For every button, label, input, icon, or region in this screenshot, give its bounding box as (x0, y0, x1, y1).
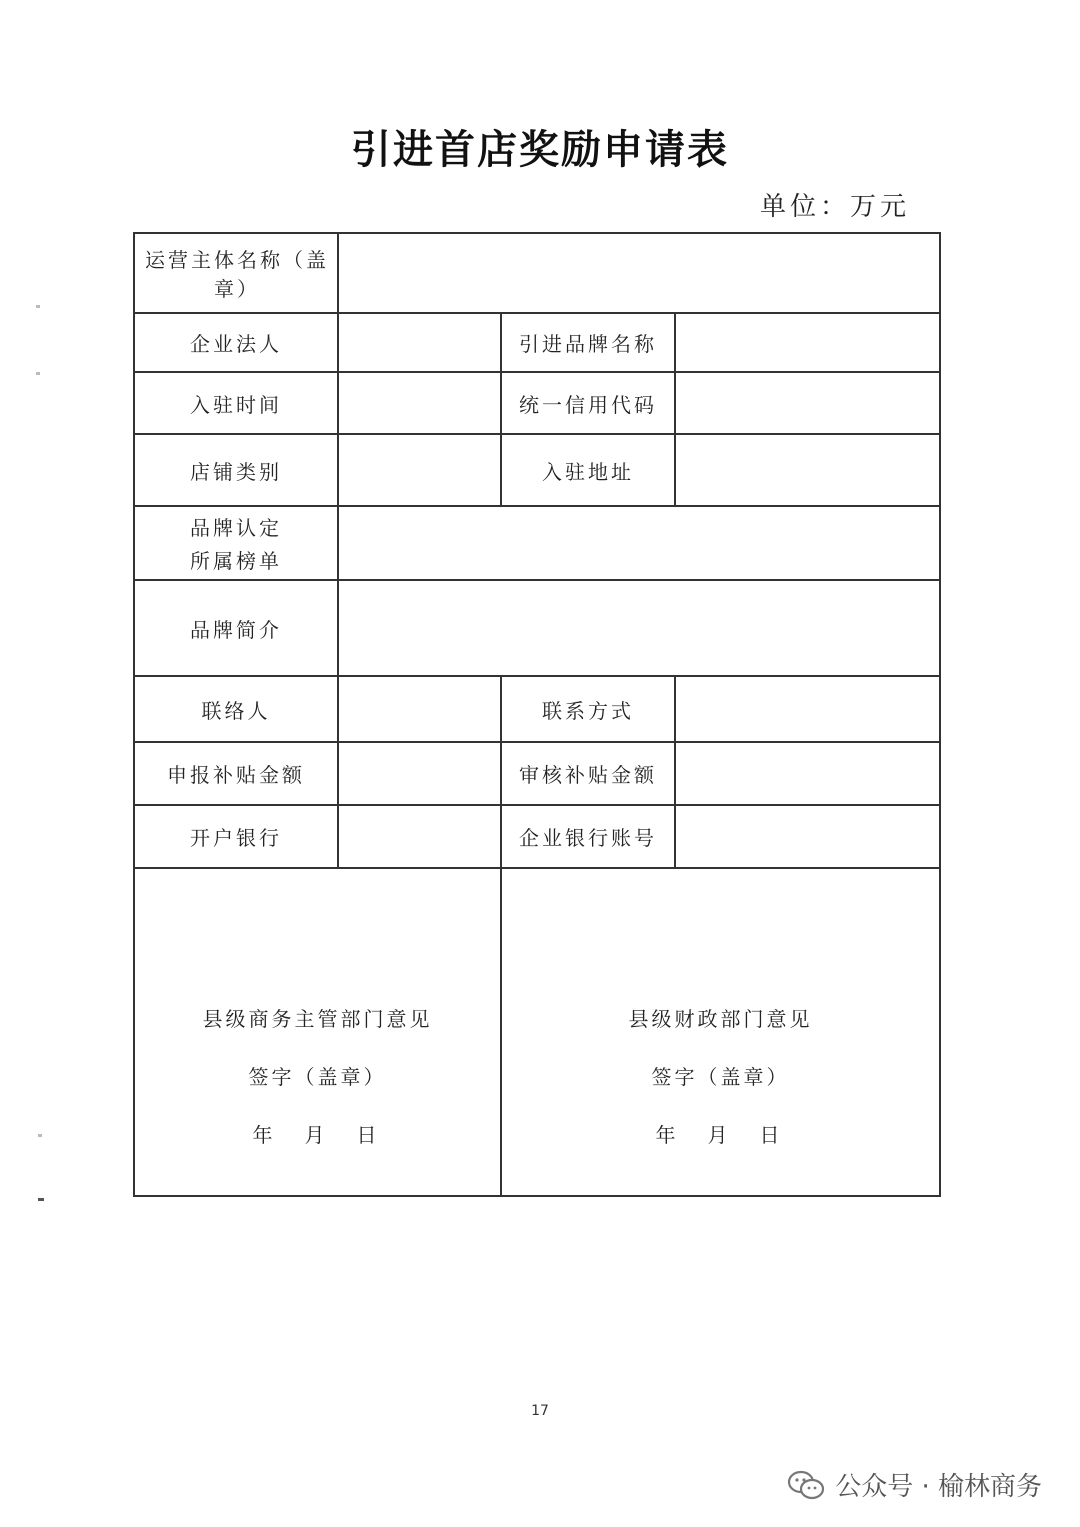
scan-artifact (38, 1134, 42, 1137)
form-row (134, 676, 940, 742)
brand-name-label: 引进品牌名称 (501, 313, 675, 372)
page-title: 引进首店奖励申请表 (351, 127, 729, 173)
declared-amount-label: 申报补贴金额 (134, 742, 338, 805)
watermark (787, 1466, 1042, 1503)
application-form (133, 232, 941, 1197)
approved-amount-label: 审核补贴金额 (501, 742, 675, 805)
page-number: 17 (531, 1403, 549, 1419)
form-row (134, 233, 940, 313)
wechat-icon (787, 1470, 825, 1500)
scan-artifact (36, 305, 40, 308)
commerce-opinion-box[interactable] (134, 868, 501, 1196)
opinion-row (134, 868, 940, 1196)
credit-code-label: 统一信用代码 (501, 372, 675, 434)
bank-account-label: 企业银行账号 (501, 805, 675, 868)
watermark-text: 公众号 · 榆林商务 (835, 1472, 1042, 1502)
contact-person-field[interactable] (338, 676, 501, 742)
form-row (134, 580, 940, 676)
credit-code-field[interactable] (675, 372, 940, 434)
store-type-label: 店铺类别 (134, 434, 338, 506)
brand-cert-label (134, 506, 338, 580)
entry-time-label: 入驻时间 (134, 372, 338, 434)
legal-person-label: 企业法人 (134, 313, 338, 372)
finance-opinion-title: 县级财政部门意见 (628, 1007, 813, 1031)
store-type-field[interactable] (338, 434, 501, 506)
approved-amount-field[interactable] (675, 742, 940, 805)
brand-intro-label: 品牌简介 (134, 580, 338, 676)
entry-time-field[interactable] (338, 372, 501, 434)
contact-person-label: 联络人 (134, 676, 338, 742)
brand-cert-label-line1: 品牌认定 (190, 516, 282, 540)
contact-method-label: 联系方式 (501, 676, 675, 742)
form-row (134, 434, 940, 506)
entry-address-field[interactable] (675, 434, 940, 506)
commerce-opinion-title: 县级商务主管部门意见 (202, 1007, 433, 1031)
form-row (134, 372, 940, 434)
bank-account-field[interactable] (675, 805, 940, 868)
finance-opinion-box[interactable] (501, 868, 940, 1196)
bank-label: 开户银行 (134, 805, 338, 868)
finance-opinion-sign: 签字（盖章） (651, 1065, 790, 1089)
contact-method-field[interactable] (675, 676, 940, 742)
brand-intro-field[interactable] (338, 580, 940, 676)
brand-cert-field[interactable] (338, 506, 940, 580)
unit-label: 单位：万元 (759, 192, 910, 222)
operator-field[interactable] (338, 233, 940, 313)
commerce-opinion-date: 年 月 日 (252, 1123, 383, 1147)
entry-address-label: 入驻地址 (501, 434, 675, 506)
brand-cert-label-line2: 所属榜单 (190, 549, 282, 573)
form-row (134, 313, 940, 372)
form-row (134, 742, 940, 805)
legal-person-field[interactable] (338, 313, 501, 372)
commerce-opinion-sign: 签字（盖章） (248, 1065, 387, 1089)
scan-artifact (38, 1198, 44, 1201)
form-row (134, 805, 940, 868)
declared-amount-field[interactable] (338, 742, 501, 805)
brand-name-field[interactable] (675, 313, 940, 372)
scan-artifact (36, 372, 40, 375)
form-row (134, 506, 940, 580)
finance-opinion-date: 年 月 日 (655, 1123, 786, 1147)
operator-label: 运营主体名称（盖章） (134, 233, 338, 313)
bank-field[interactable] (338, 805, 501, 868)
